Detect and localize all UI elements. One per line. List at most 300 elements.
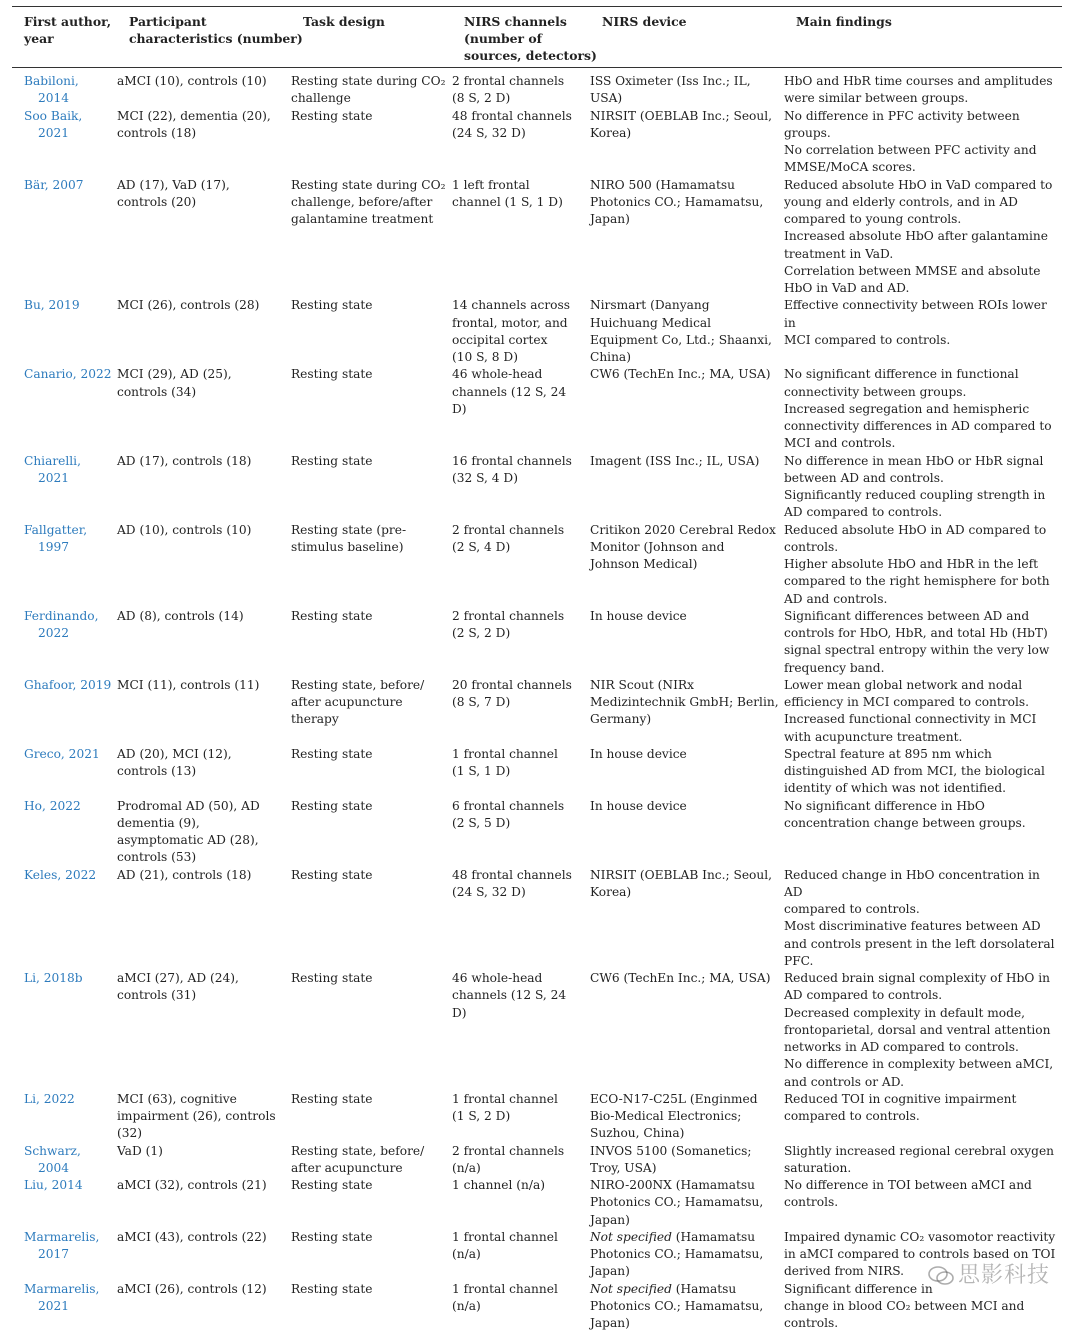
findings-line: MCI and controls. xyxy=(784,435,1062,452)
cell-author[interactable] xyxy=(12,1143,117,1178)
cell-task xyxy=(291,108,452,177)
device-line: NIRO 500 (Hamamatsu xyxy=(590,177,784,194)
header-channels: NIRS channels (number of sources, detectors) xyxy=(464,13,597,65)
channels-line: 2 frontal channels xyxy=(452,608,590,625)
cell-author[interactable] xyxy=(12,366,117,452)
channels-line: (32 S, 4 D) xyxy=(452,470,590,487)
cell-author[interactable] xyxy=(12,867,117,971)
cell-channels xyxy=(452,366,590,452)
device-line: In house device xyxy=(590,608,784,625)
device-line: Germany) xyxy=(590,711,784,728)
channels-line: (2 S, 5 D) xyxy=(452,815,590,832)
author-line[interactable]: Chiarelli, xyxy=(24,453,117,470)
findings-line: concentration change between groups. xyxy=(784,815,1062,832)
findings-line: identity of which was not identified. xyxy=(784,780,1062,797)
cell-participants xyxy=(117,608,291,677)
findings-line: HbO and HbR time courses and amplitudes xyxy=(784,73,1062,90)
cell-participants xyxy=(117,1177,291,1229)
channels-line: 2 frontal channels xyxy=(452,73,590,90)
participants-line: AD (17), controls (18) xyxy=(117,453,291,470)
author-line[interactable]: Li, 2018b xyxy=(24,970,117,987)
findings-line: between AD and controls. xyxy=(784,470,1062,487)
device-line: Japan) xyxy=(590,1315,784,1332)
cell-participants xyxy=(117,177,291,298)
author-line[interactable]: 1997 xyxy=(24,539,117,556)
device-line: Photonics CO.; Hamamatsu, xyxy=(590,1246,784,1263)
table-row xyxy=(12,1281,1062,1332)
cell-author[interactable] xyxy=(12,297,117,366)
task-line: Resting state xyxy=(291,867,452,884)
findings-line: compared to young controls. xyxy=(784,211,1062,228)
cell-device xyxy=(590,677,784,746)
device-line: Not specified (Hamamatsu xyxy=(590,1229,784,1246)
cell-findings xyxy=(784,867,1062,971)
cell-task xyxy=(291,746,452,798)
findings-line: connectivity differences in AD compared to xyxy=(784,418,1062,435)
table-top-rule xyxy=(12,6,1062,7)
cell-device xyxy=(590,970,784,1091)
cell-task xyxy=(291,677,452,746)
table-row xyxy=(12,108,1062,177)
findings-line: networks in AD compared to controls. xyxy=(784,1039,1062,1056)
device-line: Japan) xyxy=(590,211,784,228)
findings-line: Reduced change in HbO concentration in AD xyxy=(784,867,1062,902)
cell-task xyxy=(291,1229,452,1281)
cell-channels xyxy=(452,1229,590,1281)
author-line[interactable]: Soo Baik, xyxy=(24,108,117,125)
author-line[interactable]: Ho, 2022 xyxy=(24,798,117,815)
table-row xyxy=(12,1143,1062,1178)
author-line[interactable]: 2021 xyxy=(24,125,117,142)
participants-line: aMCI (10), controls (10) xyxy=(117,73,291,90)
cell-author[interactable] xyxy=(12,1091,117,1143)
author-line[interactable]: 2021 xyxy=(24,470,117,487)
findings-line: change in blood CO₂ between MCI and xyxy=(784,1298,1062,1315)
cell-participants xyxy=(117,1143,291,1178)
findings-line: and controls or AD. xyxy=(784,1074,1062,1091)
cell-device xyxy=(590,1143,784,1178)
findings-line: Reduced TOI in cognitive impairment xyxy=(784,1091,1062,1108)
cell-participants xyxy=(117,1229,291,1281)
findings-line: were similar between groups. xyxy=(784,90,1062,107)
findings-line: MMSE/MoCA scores. xyxy=(784,159,1062,176)
cell-author[interactable] xyxy=(12,798,117,867)
cell-author[interactable] xyxy=(12,108,117,177)
cell-participants xyxy=(117,970,291,1091)
author-line[interactable]: Li, 2022 xyxy=(24,1091,117,1108)
table-row xyxy=(12,867,1062,971)
device-line: Equipment Co, Ltd.; Shaanxi, xyxy=(590,332,784,349)
author-line[interactable]: 2014 xyxy=(24,90,117,107)
findings-line: efficiency in MCI compared to controls. xyxy=(784,694,1062,711)
findings-line: Increased functional connectivity in MCI xyxy=(784,711,1062,728)
cell-device xyxy=(590,522,784,608)
cell-device xyxy=(590,1177,784,1229)
channels-line: (n/a) xyxy=(452,1160,590,1177)
participants-line: controls (18) xyxy=(117,125,291,142)
author-line[interactable]: 2021 xyxy=(24,1298,117,1315)
participants-line: MCI (22), dementia (20), xyxy=(117,108,291,125)
task-line: Resting state during CO₂ xyxy=(291,73,452,90)
device-line: CW6 (TechEn Inc.; MA, USA) xyxy=(590,366,784,383)
task-line: therapy xyxy=(291,711,452,728)
findings-line: No significant difference in HbO xyxy=(784,798,1062,815)
device-line: Johnson Medical) xyxy=(590,556,784,573)
participants-line: aMCI (26), controls (12) xyxy=(117,1281,291,1298)
header-rule xyxy=(12,67,1062,68)
cell-participants xyxy=(117,746,291,798)
table-row xyxy=(12,297,1062,366)
findings-line: Most discriminative features between AD xyxy=(784,918,1062,935)
findings-line: in aMCI compared to controls based on TOI xyxy=(784,1246,1062,1263)
cell-channels xyxy=(452,108,590,177)
cell-device xyxy=(590,108,784,177)
cell-channels xyxy=(452,677,590,746)
task-line: Resting state xyxy=(291,453,452,470)
task-line: after acupuncture xyxy=(291,1160,452,1177)
findings-line: and controls present in the left dorsolateral xyxy=(784,936,1062,953)
cell-participants xyxy=(117,108,291,177)
device-line: Korea) xyxy=(590,884,784,901)
findings-line: saturation. xyxy=(784,1160,1062,1177)
channels-line: 1 frontal channel xyxy=(452,746,590,763)
cell-findings xyxy=(784,366,1062,452)
channels-line: 16 frontal channels xyxy=(452,453,590,470)
cell-author[interactable] xyxy=(12,453,117,522)
participants-line: VaD (1) xyxy=(117,1143,291,1160)
cell-task xyxy=(291,453,452,522)
device-line: Not specified (Hamatsu xyxy=(590,1281,784,1298)
cell-channels xyxy=(452,1281,590,1332)
findings-line: compared to the right hemisphere for both xyxy=(784,573,1062,590)
cell-findings xyxy=(784,970,1062,1091)
task-line: after acupuncture xyxy=(291,694,452,711)
channels-line: 1 left frontal xyxy=(452,177,590,194)
device-line: Photonics CO.; Hamamatsu, xyxy=(590,1194,784,1211)
cell-author[interactable] xyxy=(12,608,117,677)
cell-channels xyxy=(452,970,590,1091)
table-row xyxy=(12,522,1062,608)
findings-line: HbO in VaD and AD. xyxy=(784,280,1062,297)
channels-line: 2 frontal channels xyxy=(452,1143,590,1160)
table-row xyxy=(12,1091,1062,1143)
channels-line: frontal, motor, and xyxy=(452,315,590,332)
device-line: INVOS 5100 (Somanetics; xyxy=(590,1143,784,1160)
cell-channels xyxy=(452,297,590,366)
channels-line: channel (1 S, 1 D) xyxy=(452,194,590,211)
findings-line: Increased segregation and hemispheric xyxy=(784,401,1062,418)
cell-findings xyxy=(784,73,1062,108)
cell-author[interactable] xyxy=(12,677,117,746)
participants-line: controls (34) xyxy=(117,384,291,401)
table-row xyxy=(12,453,1062,522)
channels-line: 48 frontal channels xyxy=(452,108,590,125)
author-line[interactable]: Keles, 2022 xyxy=(24,867,117,884)
cell-channels xyxy=(452,453,590,522)
author-line[interactable]: Marmarelis, xyxy=(24,1229,117,1246)
task-line: stimulus baseline) xyxy=(291,539,452,556)
participants-line: controls (20) xyxy=(117,194,291,211)
findings-line: controls. xyxy=(784,539,1062,556)
participants-line: AD (17), VaD (17), xyxy=(117,177,291,194)
cell-task xyxy=(291,798,452,867)
author-line[interactable]: Ghafoor, 2019 xyxy=(24,677,117,694)
channels-line: (n/a) xyxy=(452,1298,590,1315)
findings-line: with acupuncture treatment. xyxy=(784,729,1062,746)
participants-line: dementia (9), xyxy=(117,815,291,832)
findings-line: derived from NIRS. xyxy=(784,1263,1062,1280)
cell-author[interactable] xyxy=(12,1229,117,1281)
findings-line: controls. xyxy=(784,1315,1062,1332)
cell-task xyxy=(291,1281,452,1332)
cell-channels xyxy=(452,867,590,971)
participants-line: aMCI (32), controls (21) xyxy=(117,1177,291,1194)
channels-line: 48 frontal channels xyxy=(452,867,590,884)
findings-line: Significant differences between AD and xyxy=(784,608,1062,625)
cell-participants xyxy=(117,366,291,452)
channels-line: 1 frontal channel xyxy=(452,1229,590,1246)
device-line: Troy, USA) xyxy=(590,1160,784,1177)
device-line: Bio-Medical Electronics; xyxy=(590,1108,784,1125)
channels-line: (2 S, 4 D) xyxy=(452,539,590,556)
channels-line: 2 frontal channels xyxy=(452,522,590,539)
findings-line: compared to controls. xyxy=(784,1108,1062,1125)
author-line[interactable]: Schwarz, xyxy=(24,1143,117,1160)
participants-line: controls (13) xyxy=(117,763,291,780)
table-row xyxy=(12,177,1062,298)
channels-line: 1 channel (n/a) xyxy=(452,1177,590,1194)
findings-line: controls. xyxy=(784,1194,1062,1211)
table-row xyxy=(12,1229,1062,1281)
cell-findings xyxy=(784,108,1062,177)
author-line[interactable]: 2022 xyxy=(24,625,117,642)
task-line: Resting state xyxy=(291,608,452,625)
device-line: Japan) xyxy=(590,1263,784,1280)
device-line: Monitor (Johnson and xyxy=(590,539,784,556)
device-line: Japan) xyxy=(590,1212,784,1229)
table-row xyxy=(12,746,1062,798)
findings-line: No difference in TOI between aMCI and xyxy=(784,1177,1062,1194)
task-line: challenge, before/after xyxy=(291,194,452,211)
task-line: challenge xyxy=(291,90,452,107)
cell-channels xyxy=(452,73,590,108)
cell-participants xyxy=(117,1091,291,1143)
table-row xyxy=(12,608,1062,677)
participants-line: (32) xyxy=(117,1125,291,1142)
participants-line: controls (31) xyxy=(117,987,291,1004)
channels-line: (2 S, 2 D) xyxy=(452,625,590,642)
cell-participants xyxy=(117,73,291,108)
cell-findings xyxy=(784,608,1062,677)
cell-author[interactable] xyxy=(12,970,117,1091)
cell-channels xyxy=(452,177,590,298)
participants-line: MCI (63), cognitive xyxy=(117,1091,291,1108)
author-line[interactable]: Marmarelis, xyxy=(24,1281,117,1298)
findings-line: No significant difference in functional xyxy=(784,366,1062,383)
task-line: Resting state xyxy=(291,1229,452,1246)
cell-task xyxy=(291,867,452,971)
task-line: Resting state (pre- xyxy=(291,522,452,539)
cell-author[interactable] xyxy=(12,1177,117,1229)
device-line: Imagent (ISS Inc.; IL, USA) xyxy=(590,453,784,470)
header-participants: Participant characteristics (number) xyxy=(129,13,303,47)
findings-line: Spectral feature at 895 nm which xyxy=(784,746,1062,763)
cell-participants xyxy=(117,798,291,867)
cell-findings xyxy=(784,746,1062,798)
cell-task xyxy=(291,1091,452,1143)
cell-participants xyxy=(117,1281,291,1332)
findings-line: MCI compared to controls. xyxy=(784,332,1062,349)
cell-findings xyxy=(784,798,1062,867)
participants-line: impairment (26), controls xyxy=(117,1108,291,1125)
channels-line: 46 whole-head xyxy=(452,366,590,383)
device-line: Korea) xyxy=(590,125,784,142)
task-line: galantamine treatment xyxy=(291,211,452,228)
header-author: First author, year xyxy=(24,13,111,47)
cell-device xyxy=(590,453,784,522)
cell-device xyxy=(590,1229,784,1281)
channels-line: 6 frontal channels xyxy=(452,798,590,815)
device-line: Photonics CO.; Hamamatsu, xyxy=(590,194,784,211)
device-line: In house device xyxy=(590,746,784,763)
channels-line: D) xyxy=(452,1005,590,1022)
cell-author[interactable] xyxy=(12,177,117,298)
findings-line: Higher absolute HbO and HbR in the left xyxy=(784,556,1062,573)
cell-device xyxy=(590,608,784,677)
author-line[interactable]: Bär, 2007 xyxy=(24,177,117,194)
participants-line: aMCI (43), controls (22) xyxy=(117,1229,291,1246)
task-line: Resting state, before/ xyxy=(291,1143,452,1160)
header-findings: Main findings xyxy=(796,13,892,30)
cell-author[interactable] xyxy=(12,746,117,798)
participants-line: controls (53) xyxy=(117,849,291,866)
cell-participants xyxy=(117,867,291,971)
findings-line: signal spectral entropy within the very low xyxy=(784,642,1062,659)
cell-channels xyxy=(452,1091,590,1143)
participants-line: AD (10), controls (10) xyxy=(117,522,291,539)
participants-line: MCI (29), AD (25), xyxy=(117,366,291,383)
table-row xyxy=(12,73,1062,108)
channels-line: (10 S, 8 D) xyxy=(452,349,590,366)
watermark-text: 思影科技 xyxy=(958,1263,1050,1288)
device-line: NIRSIT (OEBLAB Inc.; Seoul, xyxy=(590,108,784,125)
header-task: Task design xyxy=(303,13,385,30)
findings-line: Significant difference in xyxy=(784,1281,1062,1298)
findings-line: AD compared to controls. xyxy=(784,987,1062,1004)
table-row xyxy=(12,970,1062,1091)
cell-author[interactable] xyxy=(12,73,117,108)
cell-task xyxy=(291,608,452,677)
cell-device xyxy=(590,297,784,366)
findings-line: Lower mean global network and nodal xyxy=(784,677,1062,694)
cell-device xyxy=(590,177,784,298)
cell-participants xyxy=(117,297,291,366)
device-line: ISS Oximeter (Iss Inc.; IL, USA) xyxy=(590,73,784,108)
cell-findings xyxy=(784,453,1062,522)
channels-line: D) xyxy=(452,401,590,418)
cell-task xyxy=(291,297,452,366)
findings-line: connectivity between groups. xyxy=(784,384,1062,401)
findings-line: No correlation between PFC activity and xyxy=(784,142,1062,159)
author-line[interactable]: Canario, 2022 xyxy=(24,366,117,383)
cell-task xyxy=(291,1143,452,1178)
cell-task xyxy=(291,177,452,298)
participants-line: AD (21), controls (18) xyxy=(117,867,291,884)
channels-line: (n/a) xyxy=(452,1246,590,1263)
author-line[interactable]: Liu, 2014 xyxy=(24,1177,117,1194)
cell-task xyxy=(291,73,452,108)
table-row xyxy=(12,1177,1062,1229)
cell-channels xyxy=(452,746,590,798)
cell-device xyxy=(590,746,784,798)
task-line: Resting state xyxy=(291,297,452,314)
findings-line: Increased absolute HbO after galantamine xyxy=(784,228,1062,245)
watermark xyxy=(928,1258,1050,1289)
cell-device xyxy=(590,73,784,108)
findings-line: Impaired dynamic CO₂ vasomotor reactivity xyxy=(784,1229,1062,1246)
task-line: Resting state xyxy=(291,970,452,987)
author-line[interactable]: Greco, 2021 xyxy=(24,746,117,763)
author-line[interactable]: Bu, 2019 xyxy=(24,297,117,314)
device-line: Critikon 2020 Cerebral Redox xyxy=(590,522,784,539)
findings-line: frontoparietal, dorsal and ventral attention xyxy=(784,1022,1062,1039)
cell-channels xyxy=(452,522,590,608)
author-line[interactable]: Fallgatter, xyxy=(24,522,117,539)
findings-line: controls for HbO, HbR, and total Hb (HbT) xyxy=(784,625,1062,642)
task-line: Resting state xyxy=(291,366,452,383)
channels-line: 1 frontal channel xyxy=(452,1281,590,1298)
cell-author[interactable] xyxy=(12,522,117,608)
channels-line: 14 channels across xyxy=(452,297,590,314)
author-line[interactable]: 2017 xyxy=(24,1246,117,1263)
device-line: In house device xyxy=(590,798,784,815)
findings-line: Significantly reduced coupling strength in xyxy=(784,487,1062,504)
cell-author[interactable] xyxy=(12,1281,117,1332)
author-line[interactable]: Ferdinando, xyxy=(24,608,117,625)
findings-line: groups. xyxy=(784,125,1062,142)
findings-line: distinguished AD from MCI, the biological xyxy=(784,763,1062,780)
findings-line: frequency band. xyxy=(784,660,1062,677)
task-line: Resting state xyxy=(291,1177,452,1194)
channels-line: 46 whole-head xyxy=(452,970,590,987)
findings-line: No difference in mean HbO or HbR signal xyxy=(784,453,1062,470)
channels-line: (8 S, 7 D) xyxy=(452,694,590,711)
participants-line: AD (20), MCI (12), xyxy=(117,746,291,763)
device-line: China) xyxy=(590,349,784,366)
device-line: Medizintechnik GmbH; Berlin, xyxy=(590,694,784,711)
findings-line: AD compared to controls. xyxy=(784,504,1062,521)
cell-task xyxy=(291,366,452,452)
channels-line: channels (12 S, 24 xyxy=(452,384,590,401)
findings-line: No difference in PFC activity between xyxy=(784,108,1062,125)
table-row xyxy=(12,798,1062,867)
cell-task xyxy=(291,970,452,1091)
device-line: CW6 (TechEn Inc.; MA, USA) xyxy=(590,970,784,987)
findings-line: Reduced absolute HbO in AD compared to xyxy=(784,522,1062,539)
cell-device xyxy=(590,867,784,971)
device-line: NIR Scout (NIRx xyxy=(590,677,784,694)
findings-line: Reduced absolute HbO in VaD compared to xyxy=(784,177,1062,194)
cell-device xyxy=(590,366,784,452)
participants-line: MCI (11), controls (11) xyxy=(117,677,291,694)
channels-line: (1 S, 2 D) xyxy=(452,1108,590,1125)
cell-channels xyxy=(452,1143,590,1178)
findings-line: Effective connectivity between ROIs lower in xyxy=(784,297,1062,332)
cell-findings xyxy=(784,177,1062,298)
author-line[interactable]: Babiloni, xyxy=(24,73,117,90)
author-line[interactable]: 2004 xyxy=(24,1160,117,1177)
participants-line: Prodromal AD (50), AD xyxy=(117,798,291,815)
